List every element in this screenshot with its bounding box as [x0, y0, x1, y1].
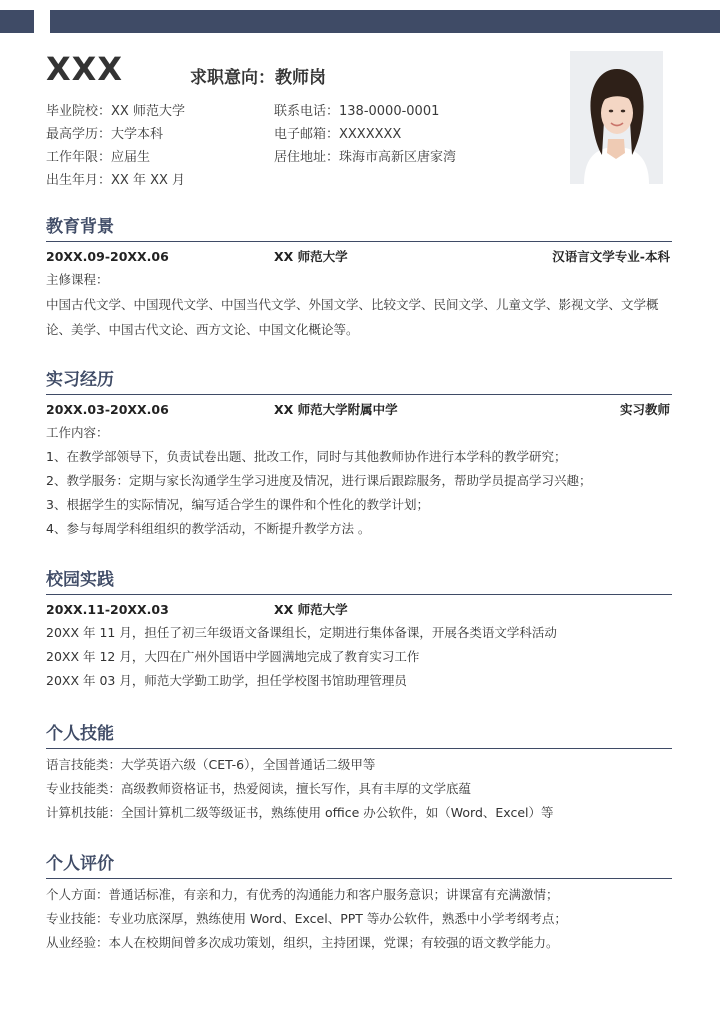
info-phone: 联系电话：138-0000-0001 [274, 104, 440, 119]
list-item: 1、在教学部领导下，负责试卷出题、批改工作，同时与其他教师协作进行本学科的教学研究； [46, 449, 567, 464]
basic-info-left [46, 100, 185, 192]
list-item: 从业经验：本人在校期间曾多次成功策划，组织，主持团课，党课；有较强的语文教学能力。 [46, 935, 559, 950]
list-item: 20XX 年 12 月，大四在广州外国语中学圆满地完成了教育实习工作 [46, 649, 420, 664]
list-item: 2、教学服务：定期与家长沟通学生学习进度及情况，进行课后跟踪服务，帮助学员提高学习兴趣； [46, 473, 592, 488]
internship-title: 实习经历 [46, 370, 114, 390]
education-date: 20XX.09-20XX.06 [46, 249, 169, 264]
info-experience-years: 工作年限：应届生 [46, 150, 151, 165]
info-degree: 最高学历：大学本科 [46, 127, 164, 142]
top-accent-bar [50, 10, 720, 33]
list-item: 专业技能：专业功底深厚，熟练使用 Word、Excel、PPT 等办公软件，熟悉中小学考纲考点； [46, 911, 567, 926]
campus-section [46, 566, 672, 693]
campus-date: 20XX.11-20XX.03 [46, 602, 169, 617]
list-item: 专业技能类：高级教师资格证书，热爱阅读，擅长写作，具有丰厚的文学底蕴 [46, 781, 472, 796]
internship-section [46, 366, 672, 541]
basic-info-right [274, 100, 456, 169]
info-birth: 出生年月：XX 年 XX 月 [46, 173, 186, 188]
education-section [46, 213, 672, 342]
internship-entry-header [46, 399, 672, 421]
info-school: 毕业院校：XX 师范大学 [46, 104, 185, 119]
candidate-name: XXX [46, 50, 124, 88]
top-accent-block [0, 10, 34, 33]
work-content-label: 工作内容： [46, 425, 109, 440]
section-divider [46, 878, 672, 879]
campus-entry-header [46, 599, 672, 621]
portrait-illustration [570, 51, 663, 184]
internship-date: 20XX.03-20XX.06 [46, 402, 169, 417]
education-title: 教育背景 [46, 217, 114, 237]
education-school: XX 师范大学 [274, 249, 348, 264]
internship-role: 实习教师 [619, 402, 670, 417]
campus-title: 校园实践 [46, 570, 114, 590]
skills-section [46, 720, 672, 825]
internship-org: XX 师范大学附属中学 [274, 402, 398, 417]
skills-title: 个人技能 [46, 724, 114, 744]
evaluation-title: 个人评价 [46, 854, 114, 874]
list-item: 3、根据学生的实际情况，编写适合学生的课件和个性化的教学计划； [46, 497, 429, 512]
courses-label: 主修课程： [46, 272, 109, 287]
list-item: 4、参与每周学科组组织的教学活动，不断提升教学方法 。 [46, 521, 371, 536]
education-major: 汉语言文学专业-本科 [552, 249, 670, 264]
section-divider [46, 748, 672, 749]
info-email: 电子邮箱：XXXXXXX [274, 127, 402, 142]
list-item: 个人方面：普通话标准，有亲和力，有优秀的沟通能力和客户服务意识；讲课富有充满激情； [46, 887, 559, 902]
courses-list: 中国古代文学、中国现代文学、中国当代文学、外国文学、比较文学、民间文学、儿童文学、影视文学、文学概论、美学、中国古代文论、西方文论、中国文化概论等。 [46, 297, 659, 337]
section-divider [46, 394, 672, 395]
job-objective: 求职意向：教师岗 [190, 68, 326, 88]
education-entry-header [46, 246, 672, 268]
campus-org: XX 师范大学 [274, 602, 348, 617]
profile-photo [570, 51, 663, 184]
info-address: 居住地址：珠海市高新区唐家湾 [274, 150, 457, 165]
section-divider [46, 594, 672, 595]
evaluation-section [46, 850, 672, 955]
list-item: 20XX 年 11 月，担任了初三年级语文备课组长，定期进行集体备课，开展各类语文学科活动 [46, 625, 557, 640]
list-item: 计算机技能：全国计算机二级等级证书，熟练使用 office 办公软件，如（Word、Excel）等 [46, 805, 554, 820]
list-item: 语言技能类：大学英语六级（CET-6），全国普通话二级甲等 [46, 757, 376, 772]
section-divider [46, 241, 672, 242]
list-item: 20XX 年 03 月，师范大学勤工助学，担任学校图书馆助理管理员 [46, 673, 407, 688]
